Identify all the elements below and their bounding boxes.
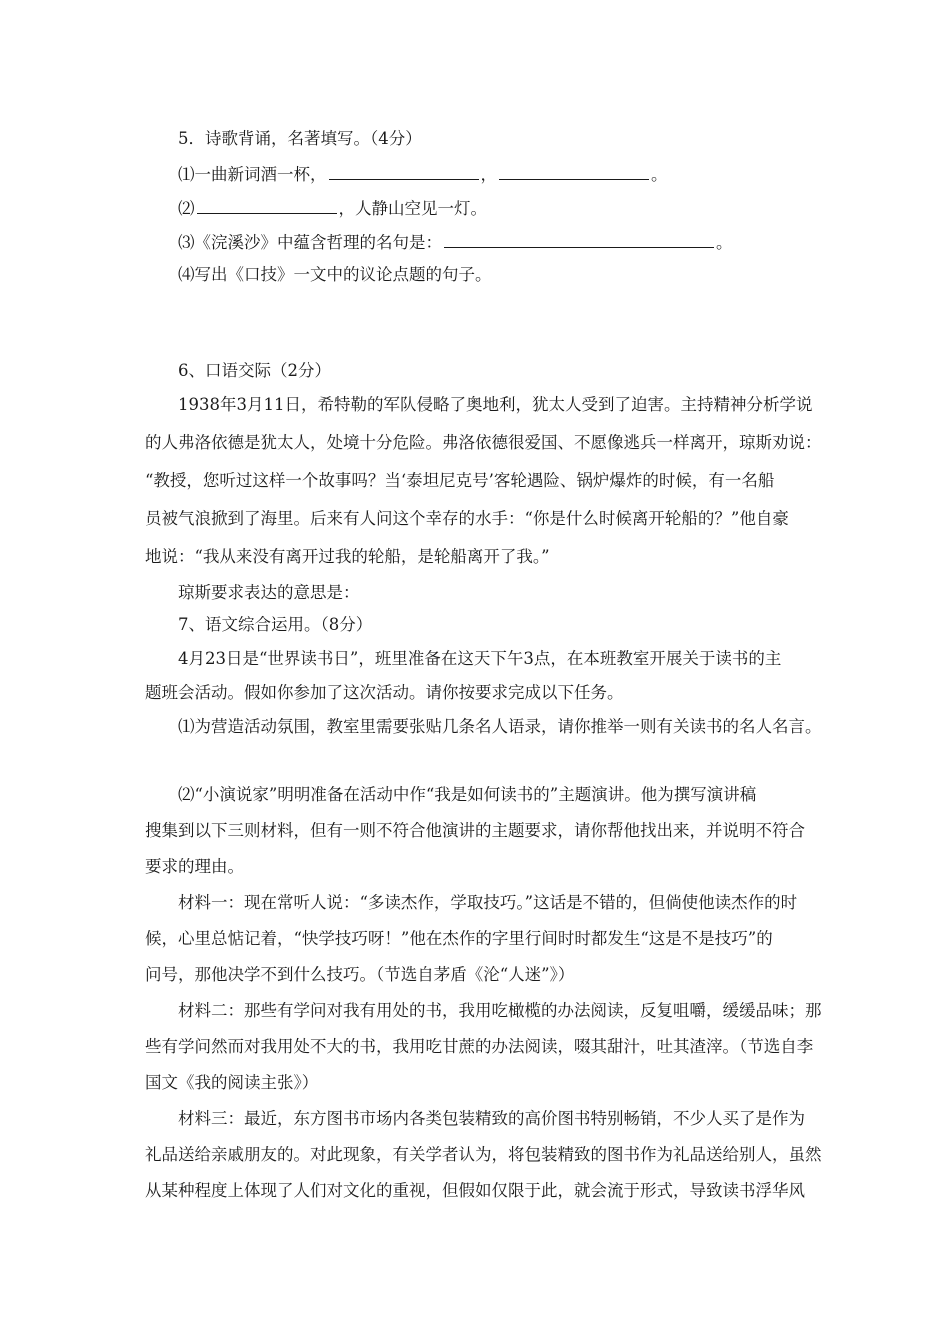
material-2-line: 些有学问然而对我用处不大的书，我用吃甘蔗的办法阅读，啜其甜汁，吐其渣滓。（节选自李	[145, 1037, 814, 1056]
q7-title: 7、语文综合运用。（8分）	[178, 615, 373, 634]
answer-blank[interactable]	[197, 196, 337, 214]
q5-item-2	[178, 196, 487, 220]
q5-item-3-end: 。	[716, 233, 733, 252]
answer-blank[interactable]	[329, 162, 479, 180]
material-3-line: 礼品送给亲戚朋友的。对此现象，有关学者认为，将包装精致的图书作为礼品送给别人，虽然	[145, 1145, 822, 1164]
material-1-line: 问号，那他决学不到什么技巧。（节选自茅盾《沦“人迷”》）	[145, 965, 575, 984]
q6-question: 琼斯要求表达的意思是：	[178, 583, 360, 602]
answer-blank[interactable]	[444, 230, 714, 248]
q5-item-3	[178, 230, 733, 254]
q6-line: 的人弗洛依德是犹太人，处境十分危险。弗洛依德很爱国、不愿像逃兵一样离开，琼斯劝说：	[145, 433, 822, 452]
q7-task-2-line: ⑵“小演说家”明明准备在活动中作“我是如何读书的”主题演讲。他为撰写演讲稿	[178, 785, 757, 804]
q5-item-1-comma: ，	[480, 165, 497, 184]
q6-line: 员被气浪掀到了海里。后来有人问这个幸存的水手：“你是什么时候离开轮船的？”他自豪	[145, 509, 789, 528]
q5-title: 5．诗歌背诵，名著填写。（4分）	[178, 129, 422, 148]
answer-blank[interactable]	[499, 162, 649, 180]
q5-item-2-text: ，人静山空见一灯。	[338, 199, 487, 218]
q5-item-4: ⑷写出《口技》一文中的议论点题的句子。	[178, 265, 492, 284]
q5-item-1	[178, 162, 668, 186]
q6-line: “教授，您听过这样一个故事吗？当‘泰坦尼克号’客轮遇险、锅炉爆炸的时候，有一名船	[145, 471, 775, 490]
q7-intro-line: 题班会活动。假如你参加了这次活动。请你按要求完成以下任务。	[145, 683, 624, 702]
q5-item-2-num: ⑵	[178, 199, 195, 218]
q6-line: 地说：“我从来没有离开过我的轮船，是轮船离开了我。”	[145, 547, 550, 566]
material-3-line: 材料三：最近，东方图书市场内各类包装精致的高价图书特别畅销，不少人买了是作为	[178, 1109, 805, 1128]
q5-item-1-end: 。	[651, 165, 668, 184]
q6-line: 1938年3月11日，希特勒的军队侵略了奥地利，犹太人受到了迫害。主持精神分析学说	[178, 395, 813, 414]
q5-item-3-text: ⑶《浣溪沙》中蕴含哲理的名句是：	[178, 233, 442, 252]
material-1-line: 候，心里总惦记着，“快学技巧呀！”他在杰作的字里行间时时都发生“这是不是技巧”的	[145, 929, 773, 948]
q5-item-1-text: ⑴一曲新词酒一杯，	[178, 165, 327, 184]
material-2-line: 材料二：那些有学问对我有用处的书，我用吃橄榄的办法阅读，反复咀嚼，缓缓品味；那	[178, 1001, 822, 1020]
q6-title: 6、口语交际（2分）	[178, 361, 331, 380]
q7-intro-line: 4月23日是“世界读书日”，班里准备在这天下午3点，在本班教室开展关于读书的主	[178, 649, 782, 668]
q7-task-2-line: 搜集到以下三则材料，但有一则不符合他演讲的主题要求，请你帮他找出来，并说明不符合	[145, 821, 805, 840]
material-3-line: 从某种程度上体现了人们对文化的重视，但假如仅限于此，就会流于形式，导致读书浮华风	[145, 1181, 805, 1200]
material-2-line: 国文《我的阅读主张》）	[145, 1073, 319, 1092]
q7-task-2-line: 要求的理由。	[145, 857, 244, 876]
material-1-line: 材料一：现在常听人说：“多读杰作，学取技巧。”这话是不错的，但倘使他读杰作的时	[178, 893, 798, 912]
q7-task-1: ⑴为营造活动氛围，教室里需要张贴几条名人语录，请你推举一则有关读书的名人名言。	[178, 717, 822, 736]
